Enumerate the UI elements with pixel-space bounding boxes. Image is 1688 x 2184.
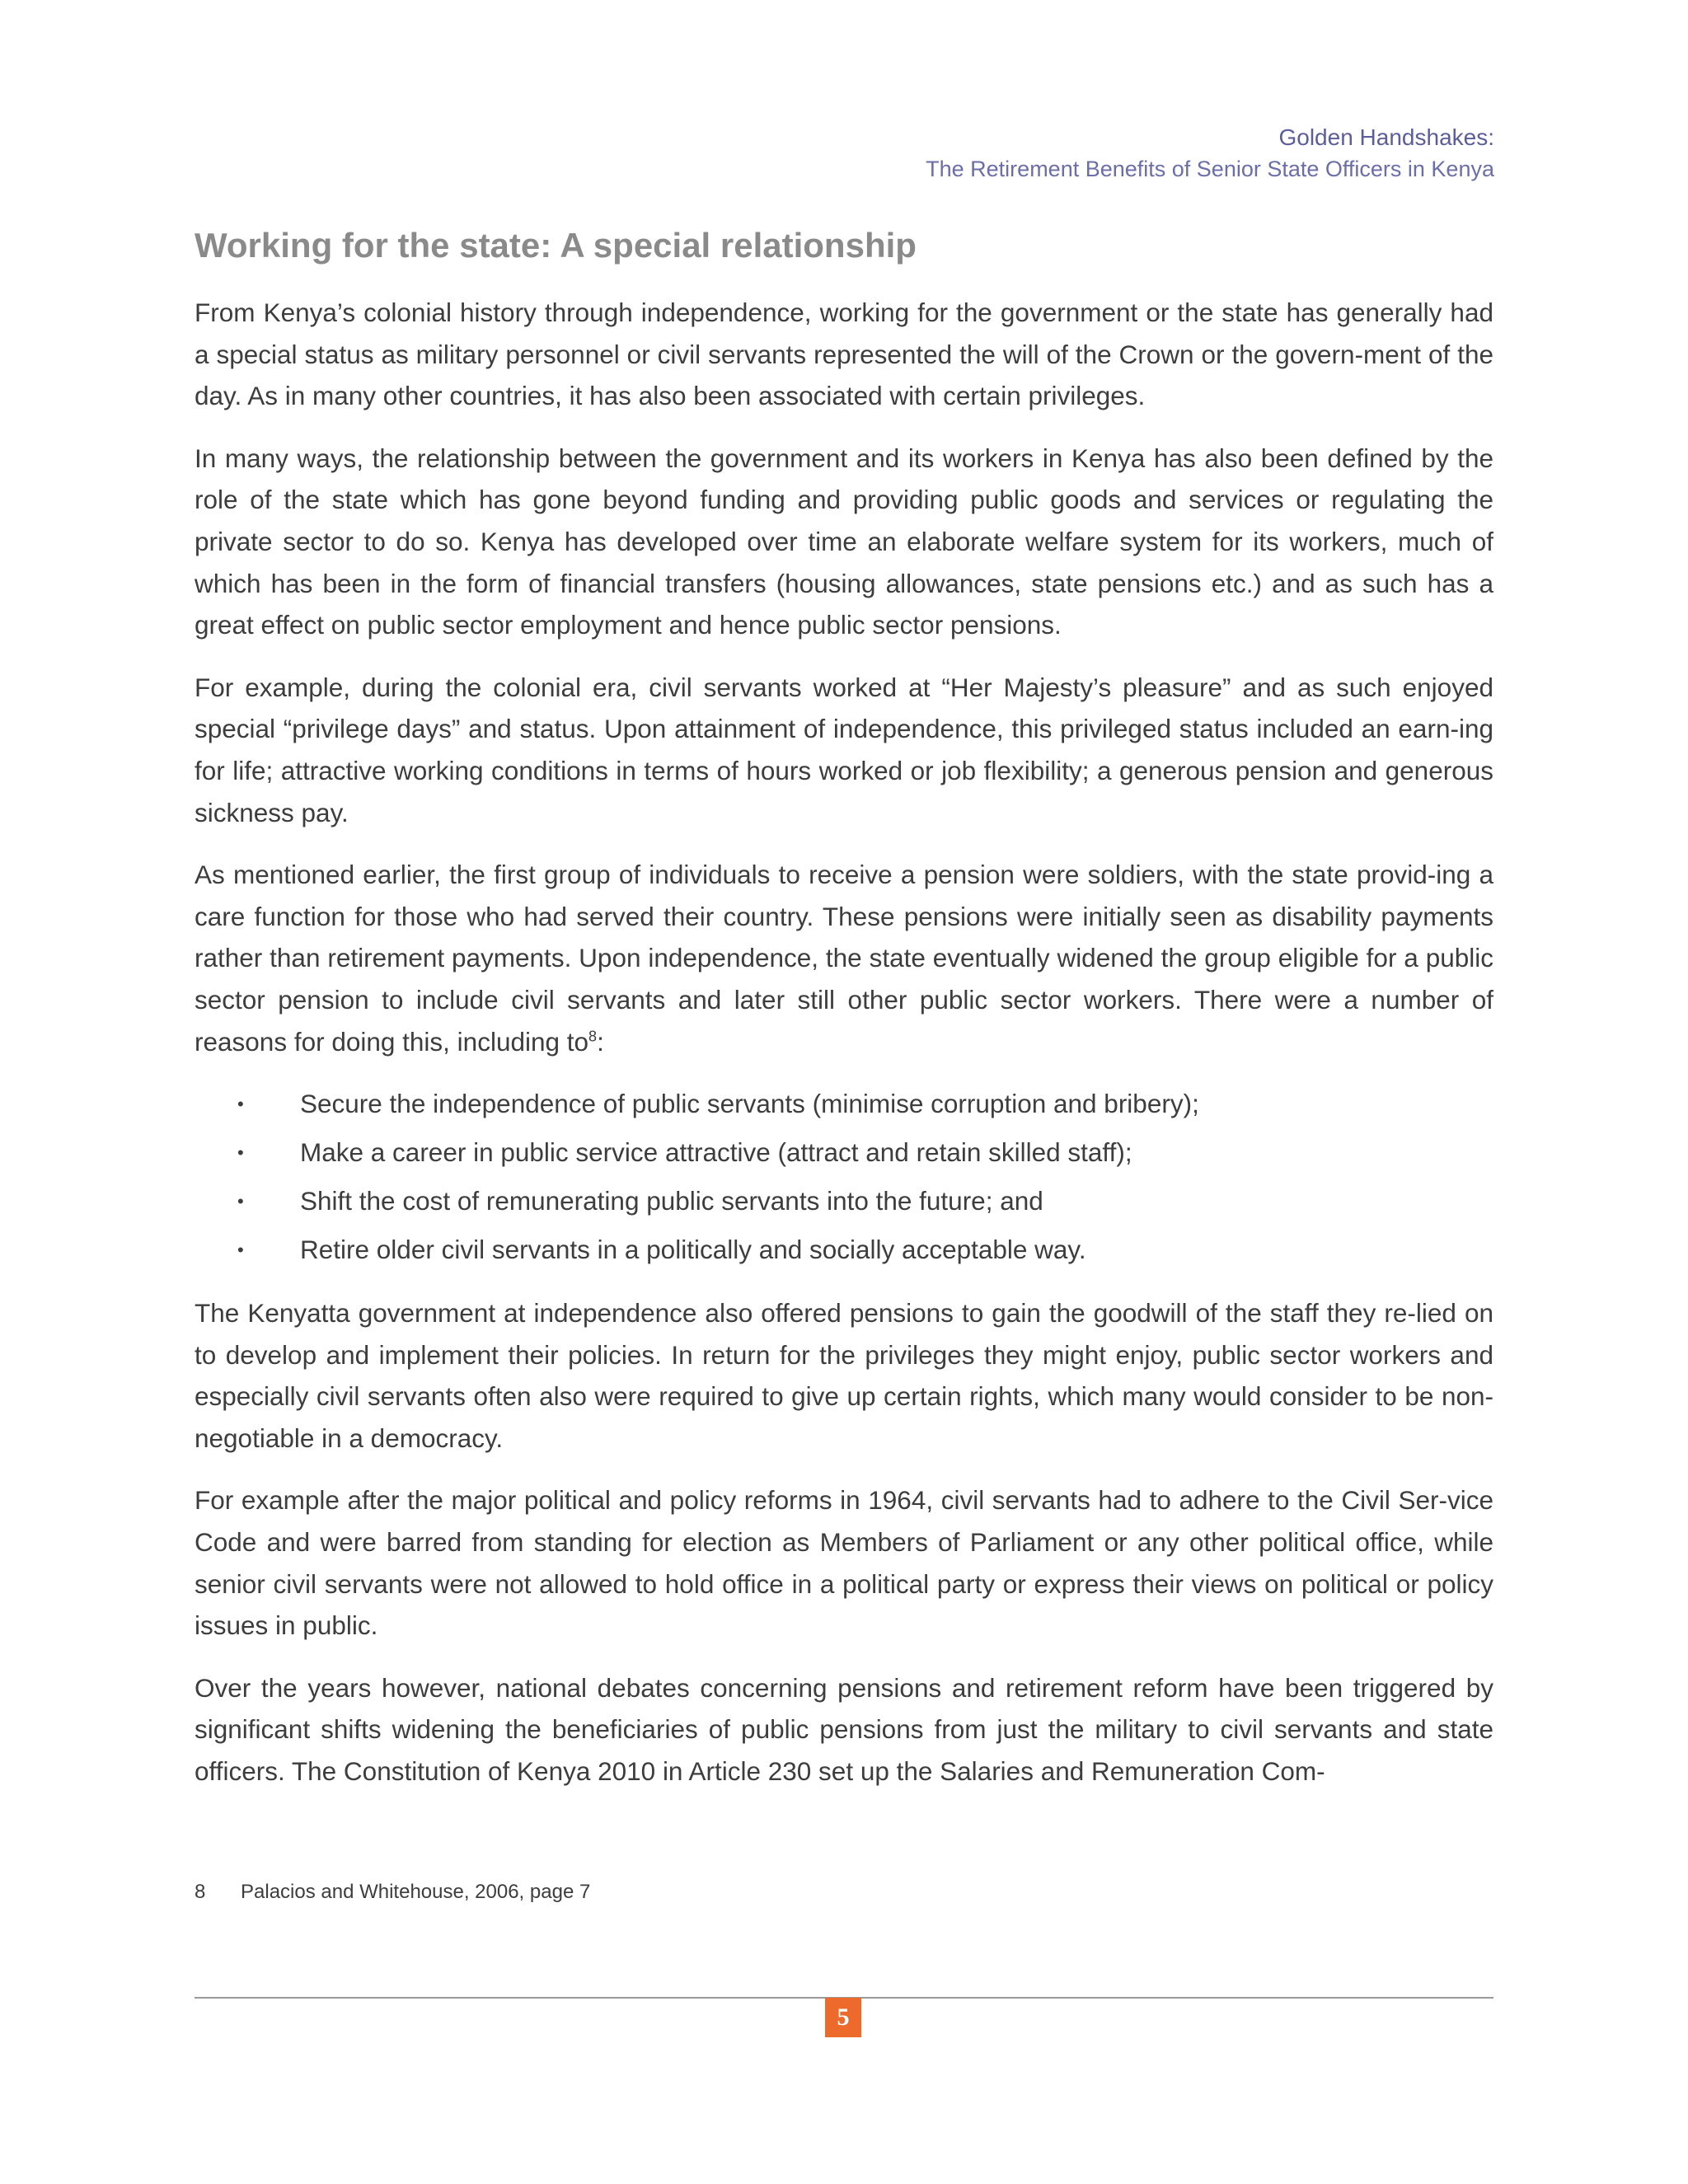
- page-number-badge: 5: [825, 1998, 861, 2037]
- paragraph-4-tail: :: [597, 1026, 604, 1057]
- list-item: [195, 1080, 1493, 1128]
- list-item: [195, 1128, 1493, 1177]
- bullet-icon: •: [237, 1142, 244, 1164]
- header-title: Golden Handshakes:: [1278, 124, 1494, 150]
- paragraph-3: For example, during the colonial era, civil servants worked at “Her Majesty’s pleasure” and as such enjoyed special “privilege days” and status. Upon attainment of independence, this privileged status included an earn-ing for life; attractive working conditions in terms of hours worked or job flexibility; a generous pension and generous sickness pay.: [195, 672, 1493, 827]
- footnote-number: 8: [195, 1881, 206, 1903]
- paragraph-4: [195, 854, 1493, 1062]
- bullet-icon: •: [237, 1094, 244, 1115]
- list-item-text: Retire older civil servants in a politically and socially acceptable way.: [300, 1235, 1086, 1265]
- paragraph-2: In many ways, the relationship between the government and its workers in Kenya has also been defined by the role of the state which has gone beyond funding and providing public goods and services or regulating the private sector to do so. Kenya has developed over time an elaborate welfare system for its workers, much of which has been in the form of financial transfers (housing allowances, state pensions etc.) and as such has a great effect on public sector employment and hence public sector pensions.: [195, 443, 1493, 640]
- bullet-icon: •: [237, 1191, 244, 1212]
- list-item: [195, 1226, 1493, 1274]
- list-item-text: Shift the cost of remunerating public servants into the future; and: [300, 1186, 1043, 1216]
- paragraph-6: For example after the major political and policy reforms in 1964, civil servants had to adhere to the Civil Ser-vice Code and were barred from standing for election as Members of Parliament or any other political office, while senior civil servants were not allowed to hold office in a political party or express their views on political or policy issues in public.: [195, 1485, 1493, 1641]
- list-item: [195, 1177, 1493, 1226]
- paragraph-1: From Kenya’s colonial history through independence, working for the government or the state has generally had a special status as military personnel or civil servants represented the will of the Crown or the govern-ment of the day. As in many other countries, it has also been associated with certain privileges.: [195, 298, 1493, 411]
- paragraph-7: Over the years however, national debates concerning pensions and retirement reform have been triggered by significant shifts widening the beneficiaries of public pensions from just the military to civil servants and state officers. The Constitution of Kenya 2010 in Article 230 set up the Salaries and Remuneration Com-: [195, 1672, 1493, 1787]
- paragraph-4-text: As mentioned earlier, the first group of individuals to receive a pension were soldiers, with the state provid-ing a care function for those who had served their country. These pensions were initially seen as disability payments rather than retirement payments. Upon independence, the state eventually widened the group eligible for a public sector pension to include civil servants and later still other public sector workers. There were a number of reasons for doing this, including to: [195, 860, 1493, 1057]
- footnote-text: Palacios and Whitehouse, 2006, page 7: [241, 1881, 591, 1903]
- running-header: [926, 122, 1494, 185]
- list-item-text: Make a career in public service attractive (attract and retain skilled staff);: [300, 1137, 1132, 1168]
- main-content: [195, 223, 1493, 1813]
- section-title: Working for the state: A special relationship: [195, 226, 917, 265]
- paragraph-5: The Kenyatta government at independence also offered pensions to gain the goodwill of the staff they re-lied on to develop and implement their policies. In return for the privileges they might enjoy, public sector workers and especially civil servants often also were required to give up certain rights, which many would consider to be non-negotiable in a democracy.: [195, 1298, 1493, 1453]
- footnote: [195, 1881, 590, 1904]
- list-item-text: Secure the independence of public servants (minimise corruption and bribery);: [300, 1089, 1199, 1119]
- footnote-reference[interactable]: 8: [588, 1028, 598, 1044]
- header-subtitle: The Retirement Benefits of Senior State Officers in Kenya: [926, 157, 1494, 181]
- reasons-list: [195, 1080, 1493, 1274]
- bullet-icon: •: [237, 1240, 244, 1261]
